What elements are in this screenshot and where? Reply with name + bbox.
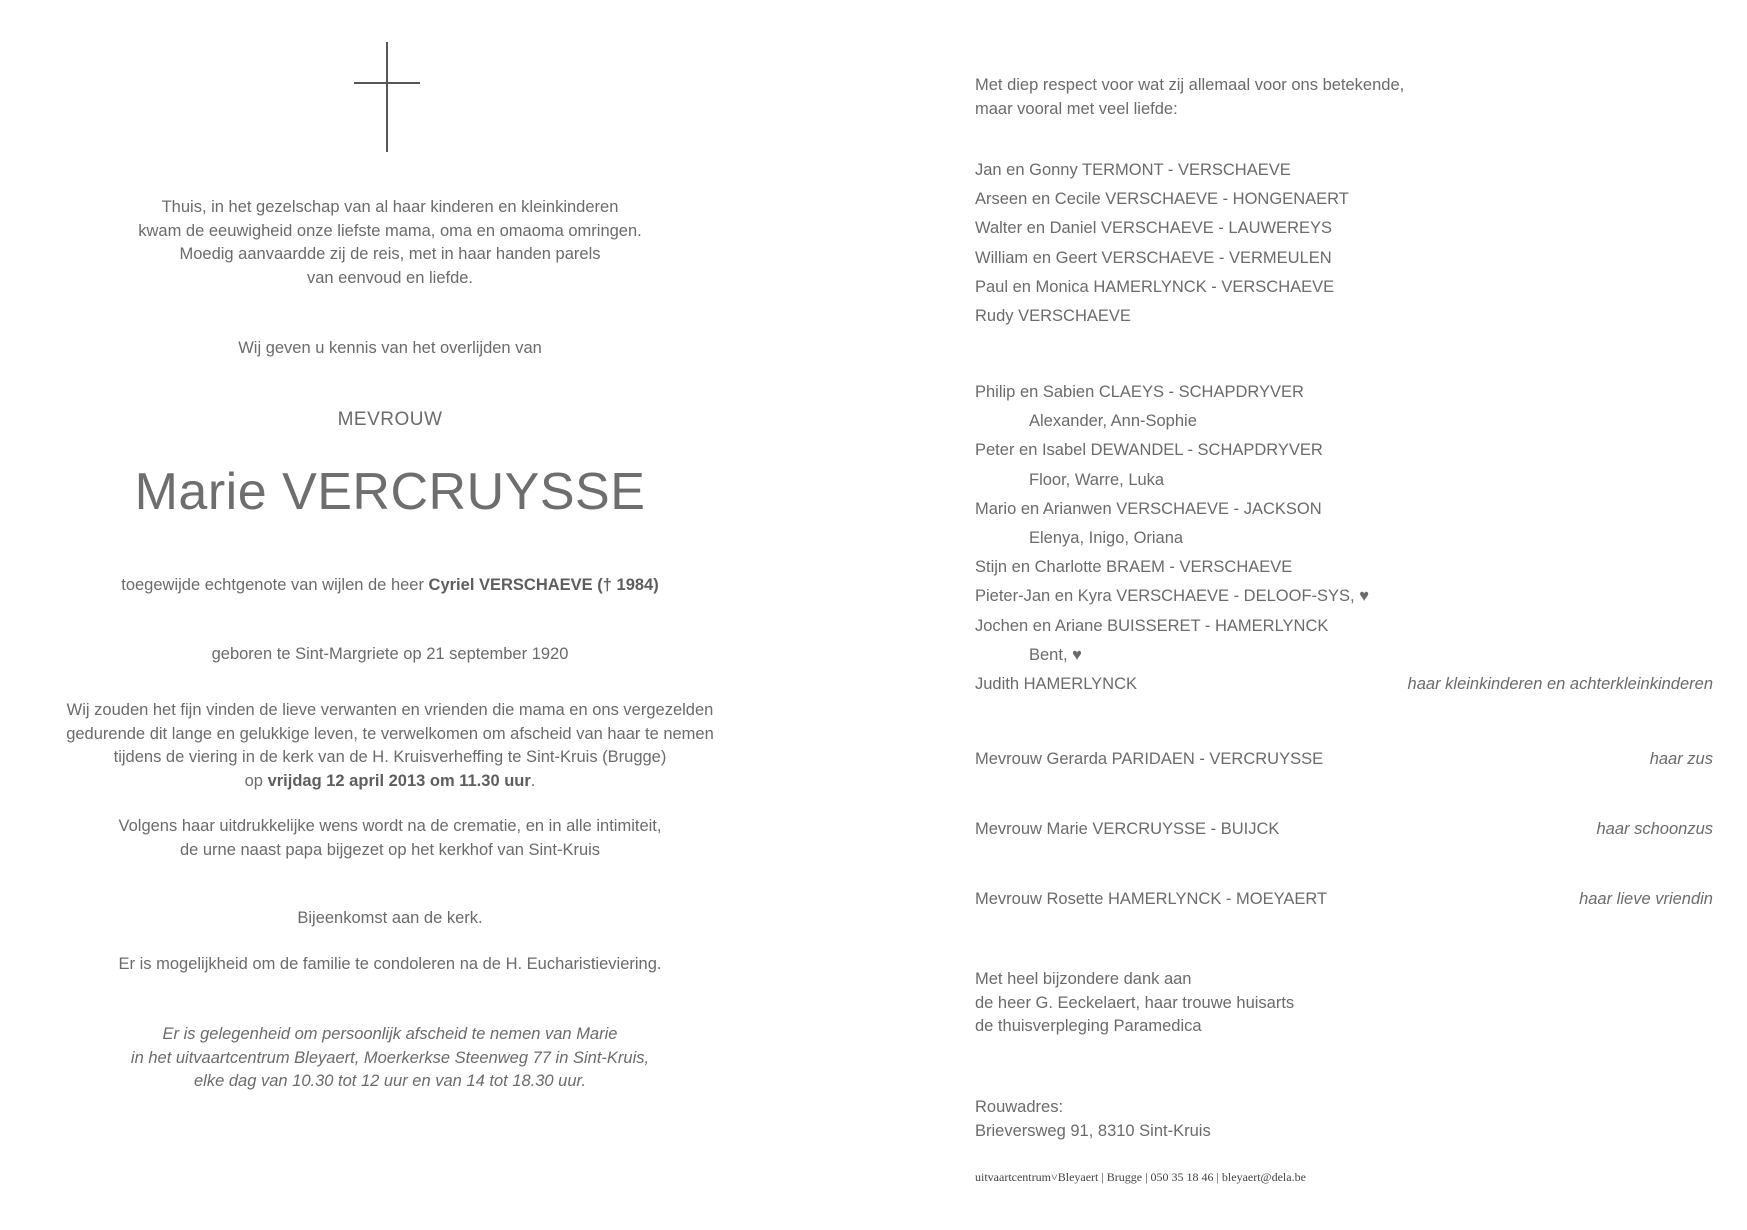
- grandchildren-label: haar kleinkinderen en achterkleinkinderen: [1407, 674, 1713, 693]
- thanks-line: de heer G. Eeckelaert, haar trouwe huisarts: [975, 993, 1295, 1012]
- relative-relation: haar zus: [1649, 750, 1713, 768]
- spouse-prefix: toegewijde echtgenote van wijlen de heer: [121, 576, 429, 594]
- list-item: Jan en Gonny TERMONT - VERSCHAEVE: [975, 161, 1291, 179]
- invite-line: tijdens de viering in de kerk van de H. Kruisverheffing te Sint-Kruis (Brugge): [113, 748, 667, 766]
- condolence-text: Er is mogelijkheid om de familie te condoleren na de H. Eucharistieviering.: [118, 955, 662, 973]
- date-bold: vrijdag 12 april 2013 om 11.30 uur: [267, 771, 531, 790]
- list-item: Paul en Monica HAMERLYNCK - VERSCHAEVE: [975, 277, 1335, 296]
- visit-line: in het uitvaartcentrum Bleyaert, Moerkerkse Steenweg 77 in Sint-Kruis,: [130, 1048, 650, 1067]
- relative-relation: haar lieve vriendin: [1579, 890, 1713, 908]
- notice-text: Wij geven u kennis van het overlijden van: [238, 339, 542, 357]
- relative-name: Mevrouw Gerarda PARIDAEN - VERCRUYSSE: [975, 750, 1324, 768]
- address-block: [975, 1096, 1715, 1143]
- address-value: Brieversweg 91, 8310 Sint-Kruis: [975, 1121, 1211, 1140]
- intro-line: kwam de eeuwigheid onze liefste mama, oma en omaoma omringen.: [138, 221, 642, 240]
- date-suffix: .: [530, 771, 536, 790]
- list-item: Stijn en Charlotte BRAEM - VERSCHAEVE: [975, 558, 1293, 577]
- list-item: Arseen en Cecile VERSCHAEVE - HONGENAERT: [975, 190, 1349, 209]
- list-item: Bent, ♥: [1029, 645, 1082, 664]
- spouse-line: [0, 574, 780, 598]
- respect-line: Met diep respect voor wat zij allemaal voor ons betekende,: [975, 76, 1405, 94]
- visit-line: Er is gelegenheid om persoonlijk afscheid te nemen van Marie: [162, 1025, 618, 1043]
- right-panel: [975, 0, 1715, 1230]
- wish-text: [0, 815, 780, 862]
- list-item-name: Judith HAMERLYNCK: [975, 674, 1137, 693]
- relative-row: [975, 887, 1715, 911]
- gathering-text: Bijeenkomst aan de kerk.: [297, 909, 483, 927]
- list-item: Mario en Arianwen VERSCHAEVE - JACKSON: [975, 499, 1322, 518]
- wish-line: Volgens haar uitdrukkelijke wens wordt na de crematie, en in alle intimiteit,: [118, 817, 662, 835]
- list-item: Elenya, Inigo, Oriana: [1029, 528, 1184, 547]
- spouse-name: Cyriel VERSCHAEVE († 1984): [428, 576, 659, 594]
- relative-row: [975, 817, 1715, 841]
- title-mevrouw: MEVROUW: [337, 409, 443, 430]
- thanks-line: de thuisverpleging Paramedica: [975, 1017, 1202, 1035]
- respect-text: [975, 74, 1715, 121]
- relative-name: Mevrouw Marie VERCRUYSSE - BUIJCK: [975, 820, 1280, 838]
- intro-line: Moedig aanvaardde zij de reis, met in haar handen parels: [179, 245, 601, 263]
- list-item: Alexander, Ann-Sophie: [1029, 412, 1197, 431]
- list-item: Jochen en Ariane BUISSERET - HAMERLYNCK: [975, 616, 1329, 635]
- wish-line: de urne naast papa bijgezet op het kerkhof van Sint-Kruis: [179, 840, 601, 859]
- relative-row: [975, 747, 1715, 771]
- cross-icon: [354, 42, 420, 152]
- visit-line: elke dag van 10.30 tot 12 uur en van 14 tot 18.30 uur.: [193, 1072, 586, 1090]
- address-label: Rouwadres:: [975, 1098, 1064, 1116]
- relative-name: Mevrouw Rosette HAMERLYNCK - MOEYAERT: [975, 890, 1328, 908]
- ceremony-date: [0, 770, 780, 794]
- thanks-line: Met heel bijzondere dank aan: [975, 970, 1192, 988]
- date-prefix: op: [244, 771, 268, 790]
- list-item: Floor, Warre, Luka: [1029, 470, 1165, 489]
- invite-line: Wij zouden het fijn vinden de lieve verwanten en vrienden die mama en ons vergezelden: [66, 701, 714, 719]
- birth-line: geboren te Sint-Margriete op 21 september 1920: [211, 645, 569, 663]
- intro-text: [0, 196, 780, 290]
- intro-line: Thuis, in het gezelschap van al haar kinderen en kleinkinderen: [161, 198, 619, 216]
- list-item: Pieter-Jan en Kyra VERSCHAEVE - DELOOF-SYS, ♥: [975, 587, 1370, 606]
- children-list: [975, 156, 1715, 331]
- list-item: [975, 670, 1715, 699]
- deceased-name: Marie VERCRUYSSE: [134, 463, 646, 521]
- invite-line: gedurende dit lange en gelukkige leven, te verwelkomen om afscheid van haar te nemen: [66, 724, 714, 743]
- list-item: Rudy VERSCHAEVE: [975, 306, 1131, 325]
- list-item: Philip en Sabien CLAEYS - SCHAPDRYVER: [975, 383, 1304, 401]
- invite-text: [0, 699, 780, 793]
- left-panel: [0, 0, 780, 1230]
- relative-relation: haar schoonzus: [1596, 820, 1713, 838]
- intro-line: van eenvoud en liefde.: [306, 268, 474, 287]
- grandchildren-list: [975, 378, 1715, 699]
- list-item: William en Geert VERSCHAEVE - VERMEULEN: [975, 248, 1332, 267]
- list-item: Peter en Isabel DEWANDEL - SCHAPDRYVER: [975, 441, 1323, 460]
- respect-line: maar vooral met veel liefde:: [975, 99, 1178, 118]
- funeral-home-footer: uitvaartcentrum˅Bleyaert | Brugge | 050 35 18 46 | bleyaert@dela.be: [975, 1170, 1306, 1184]
- thanks-text: [975, 968, 1715, 1039]
- visit-text: [0, 1023, 780, 1094]
- list-item: Walter en Daniel VERSCHAEVE - LAUWEREYS: [975, 219, 1332, 238]
